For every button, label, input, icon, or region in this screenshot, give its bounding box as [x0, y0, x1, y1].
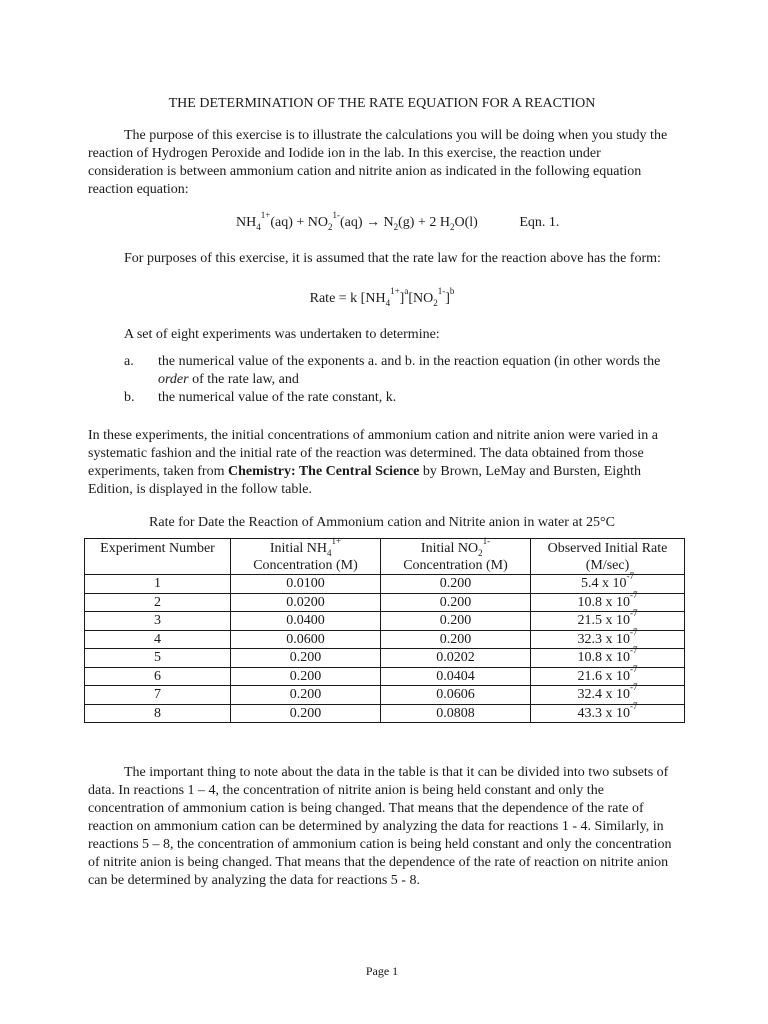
rate-mantissa: 43.3 [577, 705, 602, 721]
header-text: Initial NH [269, 541, 328, 556]
eq-g-plus: (g) + 2 H [398, 215, 450, 230]
cell-nh4: 0.0200 [231, 593, 381, 612]
rate-base: x 10 [605, 650, 630, 665]
rate-base: x 10 [602, 576, 627, 591]
rate-end: ] [445, 291, 450, 306]
cell-rate [531, 626, 685, 649]
eq-h2o-sub: 2 [449, 221, 455, 232]
header-text: Observed Initial Rate [547, 541, 668, 556]
cell-experiment: 5 [85, 649, 231, 668]
page-number: Page 1 [365, 964, 399, 978]
cell-nh4: 0.0400 [231, 612, 381, 631]
equation-label: Eqn. 1. [519, 215, 560, 230]
rate-exponent: -7 [626, 571, 634, 582]
rate-base: x 10 [605, 631, 630, 647]
eq-o-l: O(l) [454, 215, 478, 230]
cell-nh4: 0.200 [231, 667, 381, 686]
rate-exp-b: b [449, 286, 455, 297]
header-nh4-concentration [231, 536, 381, 575]
rate-nh4-sup: 1+ [390, 286, 400, 297]
list-text-tail: of the rate law, and [188, 372, 299, 387]
rate-mantissa: 21.6 [577, 668, 602, 684]
rate-base: x 10 [605, 687, 630, 702]
rate-exponent: -7 [630, 608, 638, 619]
cell-experiment: 1 [85, 575, 231, 594]
header-text: Experiment Number [100, 541, 215, 556]
experiments-text-tail: by Brown, LeMay and Bursten, Eighth Edition, is displayed in the follow table. [88, 464, 642, 497]
intro-paragraph: The purpose of this exercise is to illustrate the calculations you will be doing when you study the reaction of Hydrogen Peroxide and Iodide ion in the lab. In this exercise, the reaction under consideration is between ammonium cation and nitrite anion as indicated in the following equation reaction equation: [88, 128, 668, 197]
cell-rate [531, 608, 685, 631]
eq-nh4-sub: 4 [256, 221, 261, 232]
rate-exponent: -7 [630, 626, 638, 637]
cell-no2: 0.0606 [381, 686, 531, 705]
eq-aq2: (aq) [339, 215, 363, 230]
rate-mantissa: 32.3 [577, 631, 602, 647]
cell-experiment: 2 [85, 593, 231, 612]
table-row [85, 649, 685, 668]
table-row [85, 575, 685, 594]
rate-exp-a: a [404, 286, 409, 297]
cell-experiment: 6 [85, 667, 231, 686]
eq-no2-sub: 2 [327, 221, 333, 232]
header-sup: 1- [482, 536, 491, 547]
header-no2-concentration [381, 536, 531, 575]
rate-base: x 10 [605, 668, 630, 684]
rate-exponent: -7 [630, 645, 638, 656]
reaction-equation [236, 210, 560, 232]
header-text: (M/sec) [585, 558, 630, 573]
rate-law [88, 286, 676, 308]
objectives-list [124, 353, 676, 407]
header-text: Initial NO [420, 541, 479, 556]
analysis-paragraph: The important thing to note about the data in the table is that it can be divided into two subsets of data. In reactions 1 – 4, the concentration of nitrite anion is being held constant and only the concentration of ammonium cation is being changed. That means that the dependence of the rate of reaction on ammonium cation can be determined by analyzing the data for reactions 1 - 4. Similarly, in reactions 5 – 8, the concentration of ammonium cation is being held constant and only the concentration of nitrite anion is being changed. That means that the dependence of the rate of reaction on nitrite anion can be determined by analyzing the data for reactions 5 - 8. [88, 765, 672, 888]
rate-exponent: -7 [630, 589, 638, 600]
cell-experiment: 8 [85, 704, 231, 723]
rate-exponent: -7 [630, 700, 638, 711]
rate-no2-sup: 1- [437, 286, 446, 297]
cell-nh4: 0.200 [231, 704, 381, 723]
eq-nh4: NH [236, 215, 257, 230]
list-marker: a. [124, 354, 134, 369]
list-emphasis: order [158, 372, 189, 387]
experiments-text: In these experiments, the initial concentrations of ammonium cation and nitrite anion were varied in a systematic fashion and the initial rate of the reaction was determined. The data obtained from those experiments, taken from [88, 428, 658, 479]
cell-nh4: 0.200 [231, 649, 381, 668]
rate-exponent: -7 [630, 663, 638, 674]
cell-no2: 0.200 [381, 630, 531, 649]
rate-base: x 10 [605, 594, 630, 610]
rate-mantissa: 10.8 [577, 594, 602, 610]
list-item [124, 353, 676, 389]
cell-no2: 0.200 [381, 575, 531, 594]
cell-nh4: 0.200 [231, 686, 381, 705]
table-row [85, 704, 685, 723]
cell-experiment: 3 [85, 612, 231, 631]
eq-nh4-sup: 1+ [260, 210, 271, 221]
eq-n2-sub: 2 [393, 221, 399, 232]
rate-mantissa: 21.5 [577, 613, 602, 628]
cell-no2: 0.200 [381, 593, 531, 612]
eq-n2: N [383, 215, 394, 230]
header-text: Concentration (M) [253, 558, 358, 573]
cell-no2: 0.200 [381, 612, 531, 631]
rate-nh4-sub: 4 [385, 297, 391, 308]
cell-rate [531, 571, 685, 594]
document-title: THE DETERMINATION OF THE RATE EQUATION FOR A REACTION [168, 96, 596, 111]
rate-mid: ] [399, 291, 405, 306]
list-text: the numerical value of the exponents a. and b. in the reaction equation (in other words the [158, 354, 661, 369]
cell-nh4: 0.0100 [231, 575, 381, 594]
cell-rate [531, 645, 685, 668]
rate-base: x 10 [605, 613, 630, 628]
cell-experiment: 4 [85, 630, 231, 649]
header-sub: 2 [478, 547, 483, 558]
rate-mantissa: 10.8 [577, 650, 602, 665]
table-header-row [85, 539, 685, 575]
cell-rate [531, 700, 685, 723]
eq-no2-sup: 1- [332, 210, 340, 221]
book-title: Chemistry: The Central Science [227, 464, 420, 479]
set-intro-paragraph: A set of eight experiments was undertaken to determine: [124, 327, 440, 342]
cell-experiment: 7 [85, 686, 231, 705]
cell-nh4: 0.0600 [231, 630, 381, 649]
header-sup: 1+ [331, 536, 342, 547]
cell-rate [531, 682, 685, 705]
rate-lead: Rate = k [NH [309, 291, 386, 306]
rate-exponent: -7 [630, 682, 638, 693]
data-table [84, 538, 685, 723]
header-text: Concentration (M) [403, 558, 508, 573]
rate-mantissa: 32.4 [577, 687, 602, 702]
list-item [124, 389, 676, 407]
table-caption: Rate for Date the Reaction of Ammonium cation and Nitrite anion in water at 25°C [149, 515, 615, 530]
cell-no2: 0.0202 [381, 649, 531, 668]
header-sub: 4 [327, 547, 332, 558]
eq-aq1: (aq) + NO [270, 215, 328, 230]
cell-no2: 0.0808 [381, 704, 531, 723]
table-row [85, 686, 685, 705]
cell-no2: 0.0404 [381, 667, 531, 686]
table-row [85, 630, 685, 649]
eq-arrow: → [366, 215, 381, 230]
rate-no2-sub: 2 [433, 297, 438, 308]
cell-rate [531, 589, 685, 612]
experiments-paragraph [88, 427, 676, 499]
rate-intro-paragraph: For purposes of this exercise, it is assumed that the rate law for the reaction above has the form: [124, 251, 661, 266]
rate-mantissa: 5.4 [581, 576, 599, 591]
table-row [85, 612, 685, 631]
list-text: the numerical value of the rate constant, k. [158, 390, 397, 405]
cell-rate [531, 663, 685, 686]
header-observed-rate [531, 539, 685, 575]
table-row [85, 593, 685, 612]
rate-base: x 10 [605, 705, 630, 721]
table-row [85, 667, 685, 686]
rate-no2: [NO [408, 291, 434, 306]
header-experiment-number [85, 539, 231, 575]
list-marker: b. [124, 390, 135, 405]
